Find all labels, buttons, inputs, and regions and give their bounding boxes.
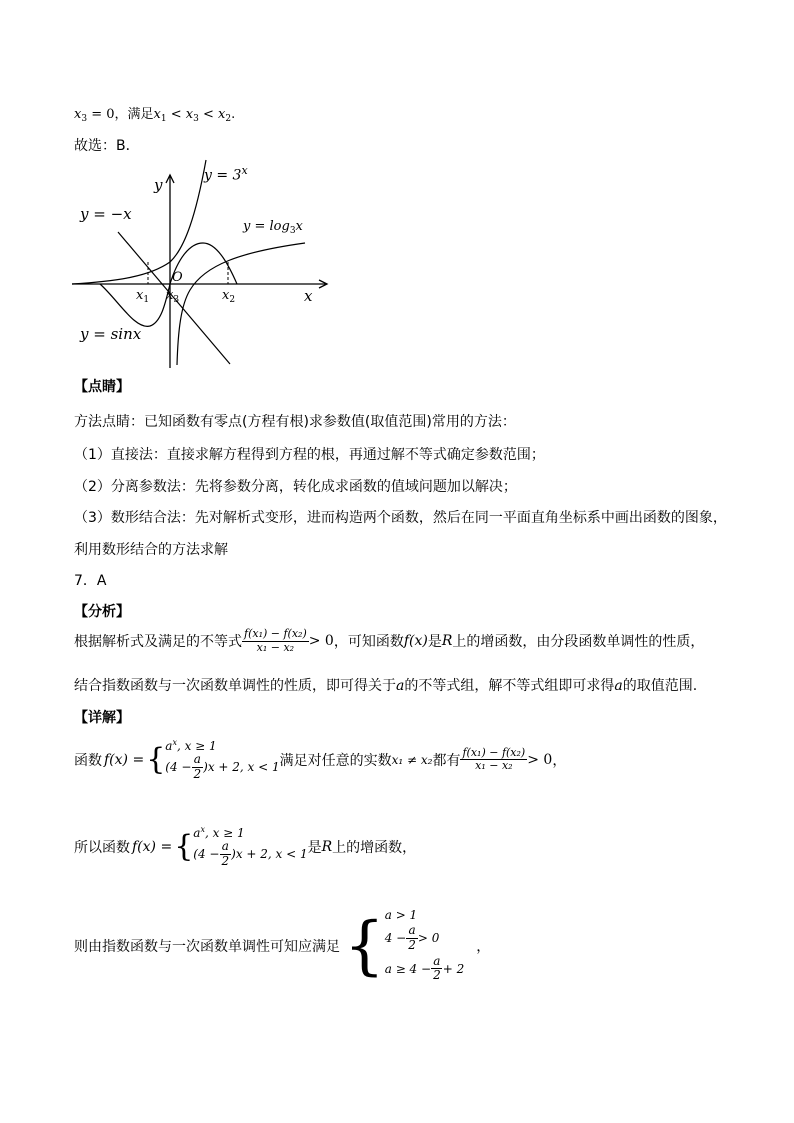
a: a: [165, 739, 173, 753]
c: , x ≥ 1: [176, 739, 217, 753]
left-brace: {: [146, 741, 166, 777]
a: 4 −: [197, 847, 220, 862]
sub: 2: [225, 114, 232, 124]
end: .: [231, 107, 236, 122]
lt: <: [166, 107, 186, 122]
ineq-b: x: [185, 107, 194, 122]
d: 2: [193, 766, 202, 781]
left-brace: {: [344, 908, 385, 983]
num: f(x₁) − f(x₂): [244, 627, 307, 640]
sub: 3: [289, 226, 296, 236]
fraction: [460, 747, 527, 773]
dianjing-item-3b: 利用数形结合的方法求解: [74, 542, 228, 558]
sys-2: [385, 924, 465, 953]
a: 4 −: [169, 760, 192, 775]
piecewise: [165, 738, 279, 782]
left-brace: {: [174, 828, 194, 864]
den: x₁ − x₂: [475, 759, 513, 773]
label-x: x: [304, 287, 313, 305]
t: 的取值范围.: [622, 678, 698, 694]
b: > 0: [417, 931, 440, 946]
a: a ≥ 4 −: [384, 961, 432, 976]
label-neg-x: y = −x: [80, 205, 132, 223]
detail-line-2: [74, 825, 416, 869]
label-exp: [204, 164, 248, 184]
label-y: y: [154, 176, 163, 194]
d: 2: [433, 968, 441, 983]
t: 满足对任意的实数: [279, 752, 392, 769]
a: a: [396, 678, 405, 694]
system: [385, 908, 465, 983]
dianjing-item-3: （3）数形结合法：先对解析式变形，进而构造两个函数，然后在同一平面直角坐标系中画出函数的图象，: [74, 510, 727, 526]
sup: x: [200, 825, 205, 834]
comma: ，: [552, 752, 567, 769]
curve-sin: [100, 243, 237, 326]
sub: 1: [160, 114, 167, 124]
answer-line: 故选：B．: [74, 138, 140, 154]
t: 则由指数函数与一次函数单调性可知应满足: [74, 938, 340, 955]
t: y = log: [243, 219, 290, 234]
t: 的不等式组，解不等式组即可求得: [404, 678, 615, 694]
b: + 2: [442, 961, 465, 976]
t: 结合指数函数与一次函数单调性的性质，即可得关于: [74, 678, 396, 694]
t: 所以函数: [74, 839, 130, 856]
sub: 3: [193, 114, 199, 124]
val: = 0: [87, 107, 115, 122]
d: 2: [221, 853, 230, 868]
case-1: [165, 738, 279, 753]
ineq-a: x: [153, 107, 161, 122]
t: 都有: [432, 752, 461, 769]
sub: 3: [81, 114, 88, 124]
sub: 3: [173, 295, 180, 305]
n: a: [221, 839, 229, 853]
R: R: [321, 838, 333, 855]
x: x: [166, 288, 174, 303]
x: x: [222, 288, 230, 303]
dianjing-heading: 【点睛】: [74, 379, 130, 395]
lt: <: [198, 107, 219, 122]
t: 上的增函数，由分段函数单调性的性质，: [452, 634, 705, 651]
dianjing-item-1: （1）直接法：直接求解方程得到方程的根，再通过解不等式确定参数范围；: [74, 447, 545, 463]
detail-line-1: [74, 738, 566, 782]
R: R: [441, 633, 453, 650]
label-origin: O: [172, 270, 183, 285]
fenxi-para-2: [74, 675, 697, 695]
n: a: [433, 953, 441, 968]
case-2: ( 4 − $\frac{a}{2}$ ) x + 2, x < 1: [165, 752, 280, 781]
fx: f(x) =: [104, 751, 145, 768]
b: x + 2, x < 1: [207, 760, 280, 775]
label-x3: [166, 288, 179, 305]
neq: x₁ ≠ x₂: [391, 752, 433, 767]
text: ，满足: [114, 107, 154, 122]
gt0: > 0: [527, 751, 553, 768]
x: x: [136, 288, 144, 303]
fx: f(x): [403, 633, 428, 650]
label-x2: [222, 288, 235, 305]
dianjing-item-2: （2）分离参数法：先将参数分离，转化成求函数的值域问题加以解决；: [74, 479, 517, 495]
fraction: [242, 628, 309, 654]
piecewise: [193, 825, 307, 869]
frac: [431, 955, 443, 984]
label-log: [243, 219, 303, 236]
sub: 2: [229, 295, 236, 305]
sys-3: [385, 955, 465, 984]
fenxi-para-1: [74, 628, 704, 654]
n: a: [408, 923, 416, 937]
sup: x: [172, 738, 177, 747]
var-x3: x: [74, 107, 82, 122]
sup: x: [241, 164, 248, 177]
den: x₁ − x₂: [256, 640, 295, 654]
ineq-c: x: [218, 107, 226, 122]
b: x + 2, x < 1: [235, 847, 308, 862]
curve-log: [177, 243, 305, 365]
a: 4 −: [384, 931, 407, 946]
t: 函数: [74, 752, 102, 769]
dianjing-intro: 方法点睛：已知函数有零点(方程有根)求参数值(取值范围)常用的方法：: [74, 414, 516, 430]
a: a: [193, 826, 201, 840]
frac: [406, 924, 418, 953]
sub: 1: [143, 295, 150, 305]
q7-number: 7．A: [74, 573, 107, 589]
detail-line-3: [74, 908, 490, 983]
x: x: [295, 219, 303, 234]
xiangjie-heading: 【详解】: [74, 710, 130, 726]
label-sin: y = sinx: [80, 325, 142, 343]
t: y = 3: [204, 167, 242, 184]
num: f(x₁) − f(x₂): [462, 745, 526, 759]
d: 2: [408, 937, 416, 952]
frac: [191, 753, 203, 782]
fx: f(x) =: [132, 838, 173, 855]
label-x1: [136, 288, 149, 305]
c: , x ≥ 1: [204, 826, 245, 840]
t: 根据解析式及满足的不等式: [74, 634, 242, 651]
t: 上的增函数，: [332, 839, 417, 856]
a: a: [614, 678, 623, 694]
comma: ，: [476, 938, 491, 955]
t: 是: [427, 634, 442, 651]
n: a: [193, 752, 201, 766]
fenxi-heading: 【分析】: [74, 604, 130, 620]
frac: [219, 840, 231, 869]
t: ，可知函数: [333, 634, 404, 651]
case-1: [193, 825, 307, 840]
t: 是: [307, 839, 322, 856]
gt0: > 0: [308, 633, 334, 650]
sys-1: a > 1: [384, 908, 418, 922]
case-2: ( 4 − $\frac{a}{2}$ ) x + 2, x < 1: [193, 839, 308, 868]
